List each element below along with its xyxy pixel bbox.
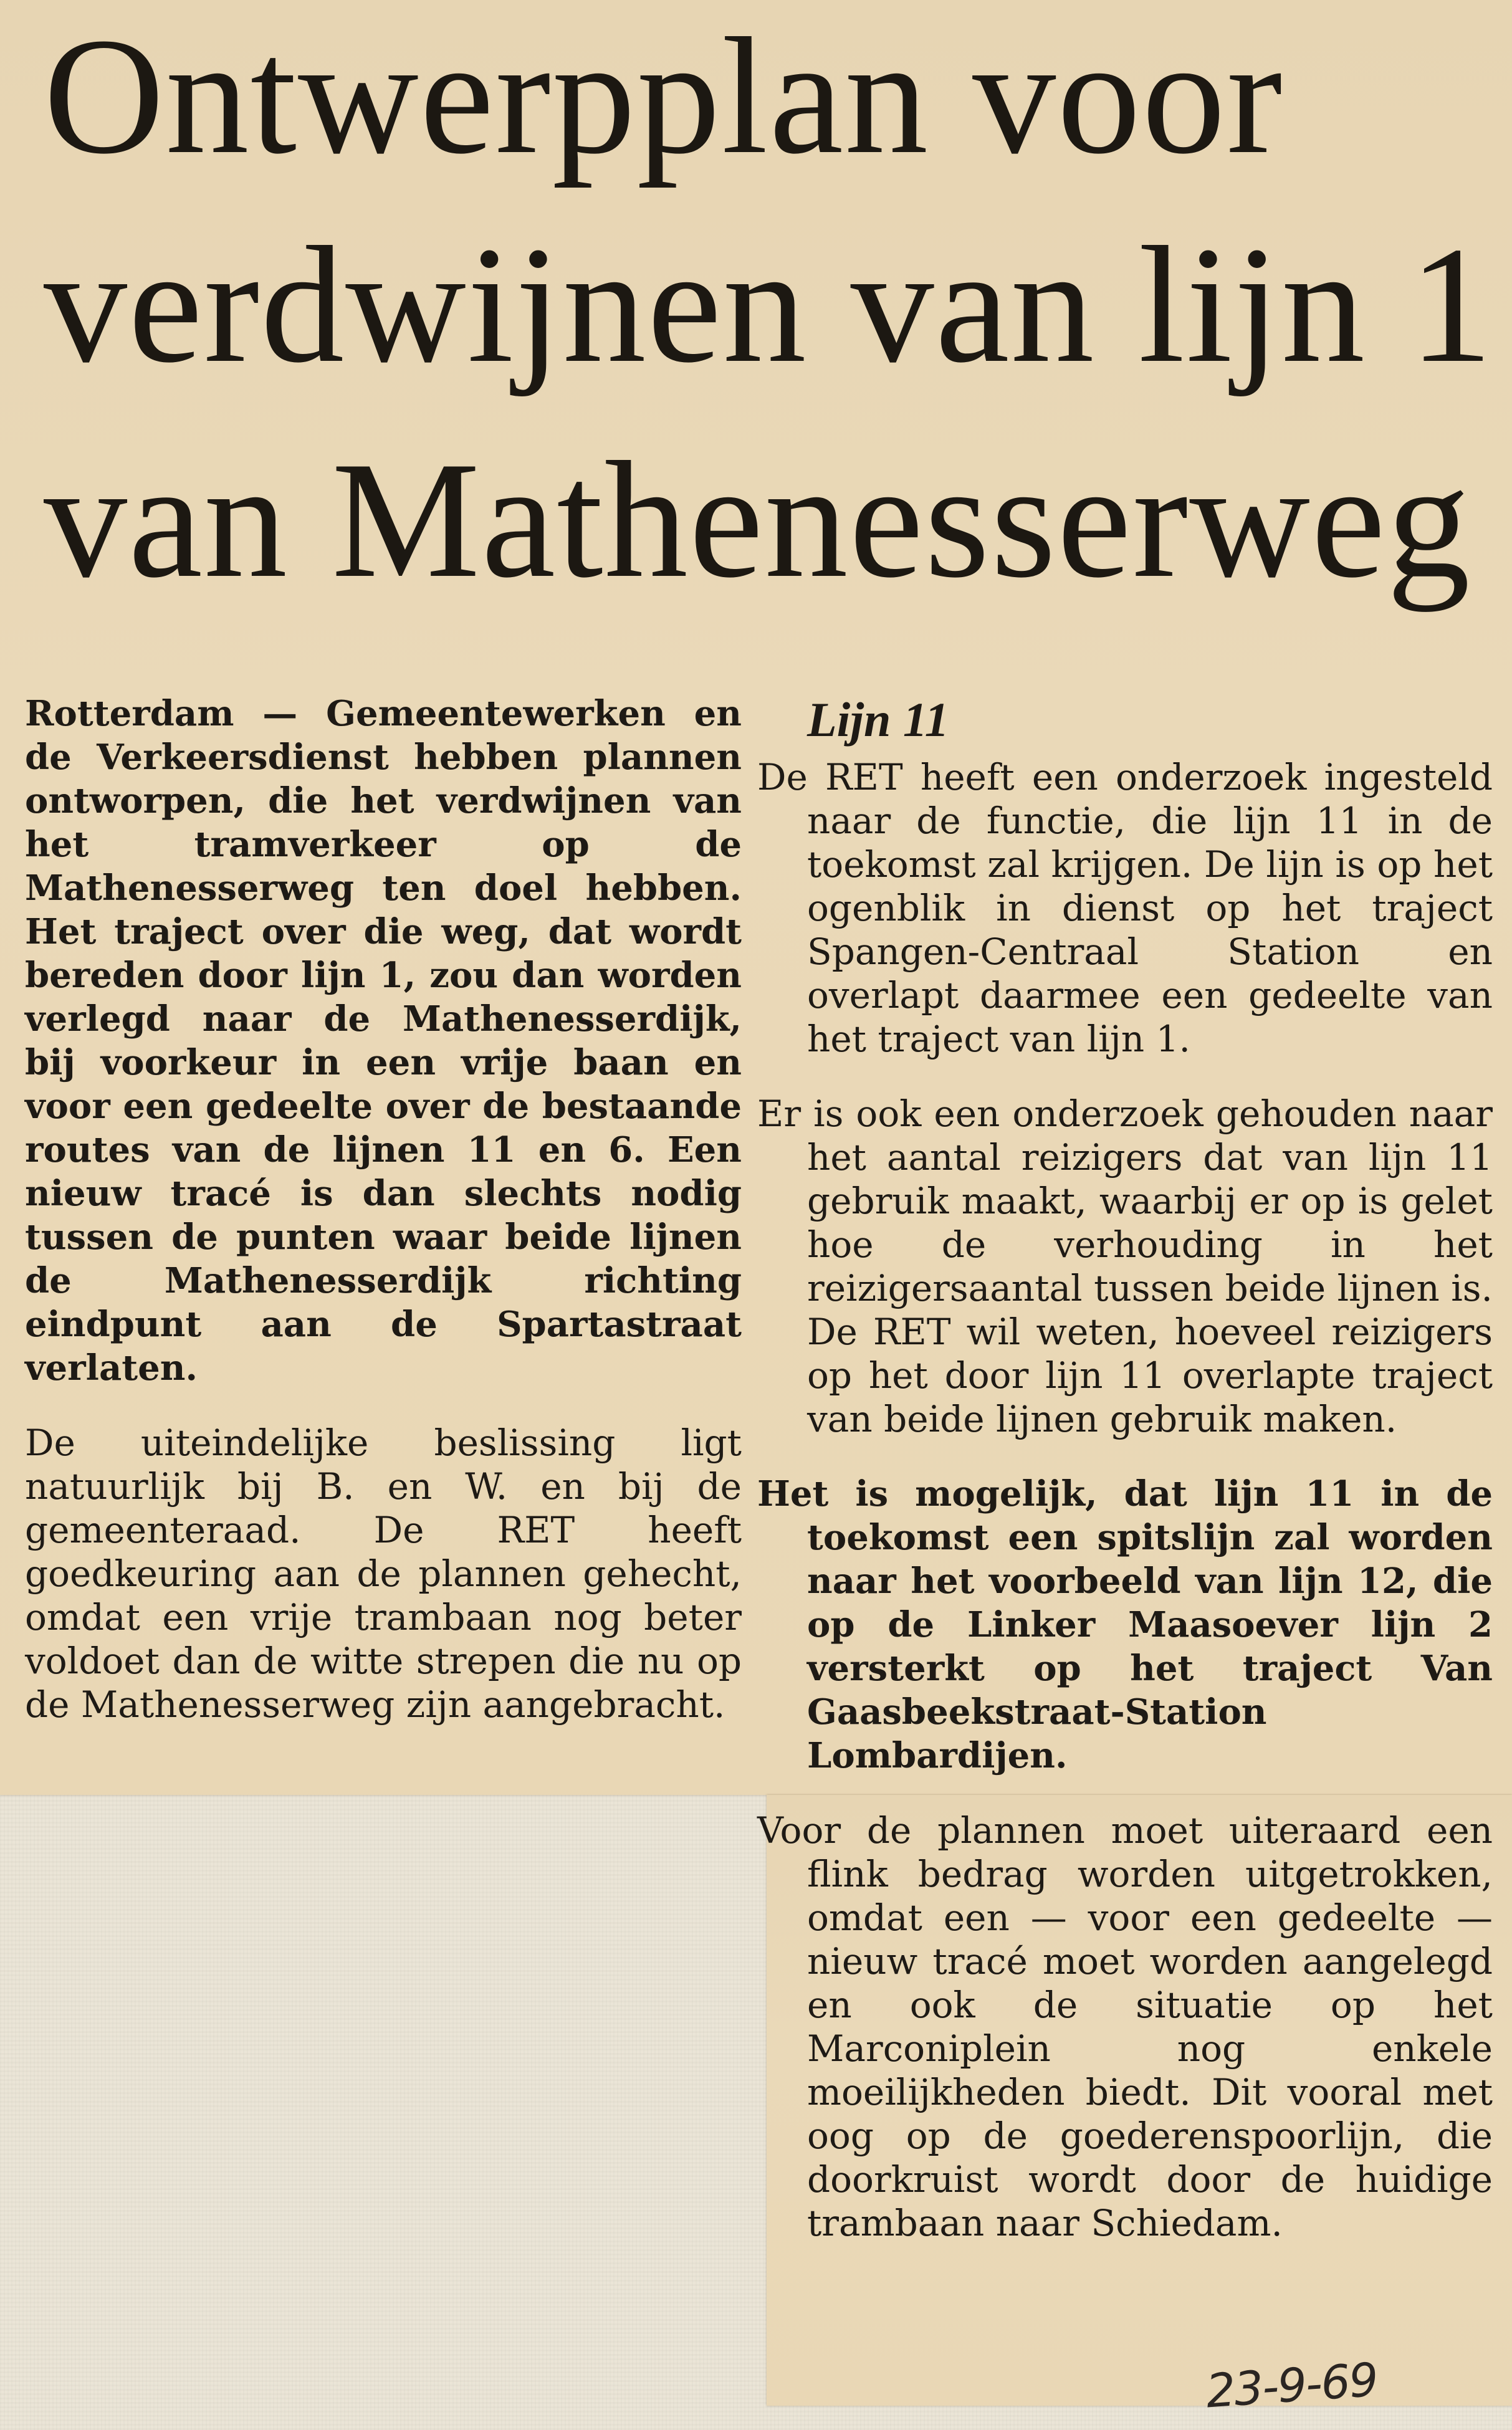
right-column <box>757 692 1493 2276</box>
body-paragraph: De RET heeft een onderzoek ingesteld naar de functie, die lijn 11 in de toekomst zal krijgen. De lijn is op het ogenblik in dienst op het traject Spangen-Centraal Station en overlapt daarmee een gedeelte van het traject van lijn 1. <box>757 756 1493 1060</box>
left-column <box>25 692 742 1758</box>
handwritten-date: 23-9-69 <box>1204 2353 1379 2419</box>
body-paragraph: Er is ook een onderzoek gehouden naar het aantal reizigers dat van lijn 11 gebruik maakt, waarbij er op is gelet hoe de verhouding in het reizigersaantal tussen beide lijnen is. De RET wil weten, hoeveel reizigers op het door lijn 11 overlapte traject van beide lijnen gebruik maken. <box>757 1093 1493 1440</box>
headline-line-3: van Mathenesserweg <box>44 427 1471 612</box>
bold-paragraph: Het is mogelijk, dat lijn 11 in de toekomst een spitslijn zal worden naar het voorbeeld van lijn 12, die op de Linker Maasoever lijn 2 versterkt op het traject Van Gaasbeekstraat-Station Lombardijen. <box>757 1473 1493 1776</box>
headline-line-1: Ontwerpplan voor <box>44 3 1284 188</box>
body-paragraph: De uiteindelijke beslissing ligt natuurlijk bij B. en W. en bij de gemeenteraad. De RET heeft goedkeuring aan de plannen gehecht, omdat een vrije trambaan nog beter voldoet dan de witte strepen die nu op de Mathenesserweg zijn aangebracht. <box>25 1422 742 1726</box>
lead-paragraph: Rotterdam — Gemeentewerken en de Verkeersdienst hebben plannen ontworpen, die het verdwijnen van het tramverkeer op de Mathenesserweg ten doel hebben. Het traject over die weg, dat wordt bereden door lijn 1, zou dan worden verlegd naar de Mathenesserdijk, bij voorkeur in een vrije baan en voor een gedeelte over de bestaande routes van de lijnen 11 en 6. Een nieuw tracé is dan slechts nodig tussen de punten waar beide lijnen de Mathenesserdijk richting eindpunt aan de Spartastraat verlaten. <box>25 693 742 1389</box>
headline-line-2: verdwijnen van lijn 1 <box>44 212 1494 397</box>
body-paragraph: Voor de plannen moet uiteraard een flink bedrag worden uitgetrokken, omdat een — voor een gedeelte — nieuw tracé moet worden aangelegd en ook de situatie op het Marconiplein nog enkele moeilijkheden biedt. Dit vooral met oog op de goederenspoorlijn, die doorkruist wordt door de huidige trambaan naar Schiedam. <box>757 1809 1493 2244</box>
section-subheading: Lijn 11 <box>807 692 949 747</box>
